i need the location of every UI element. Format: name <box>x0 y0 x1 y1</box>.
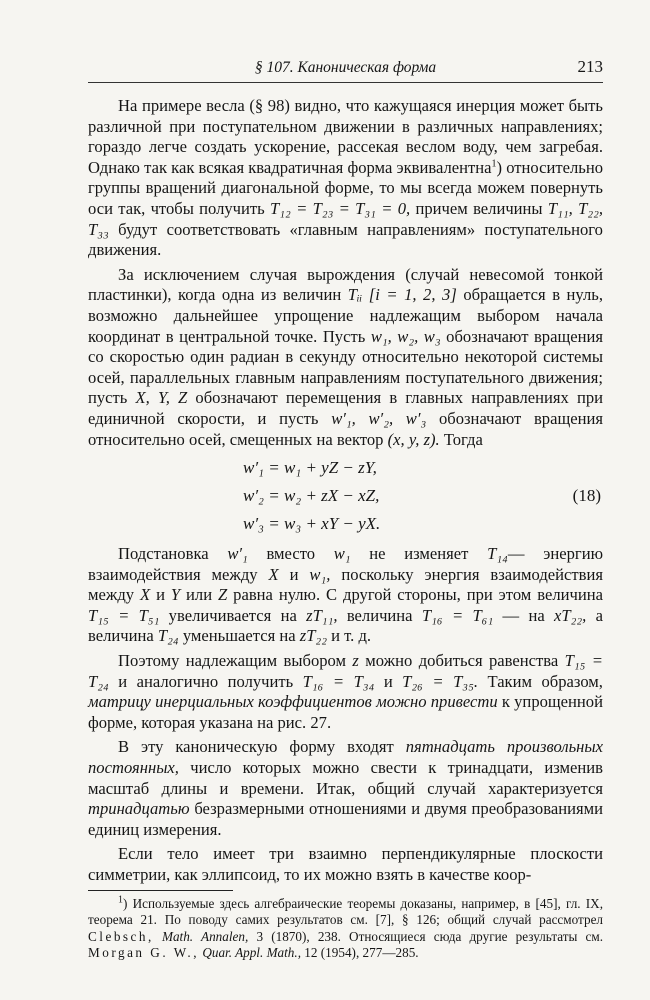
text: обозначают вращения относительно осей, смещенных на вектор <box>88 408 604 449</box>
text: На примере весла (§ 98) видно, что кажущаяся инерция может быть различной при поступательном движении в различных направлениях; гораздо легче создать ускорение, рассекая веслом воду, чем загребая. Однако так как всякая квадратичная форма эквивалентна <box>88 96 603 177</box>
math: xT₂₂, <box>554 605 587 625</box>
text: не изменяет <box>369 544 469 564</box>
text: величина <box>346 605 413 625</box>
text: равна нулю. С другой стороны, при этом величина <box>233 585 603 605</box>
math: Tᵢᵢ [i = 1, 2, 3] <box>347 285 457 305</box>
math: Z <box>218 585 228 605</box>
emphasis: матрицу инерциальных коэффициентов можно привести <box>88 692 498 712</box>
math: zT₁₁, <box>306 605 338 625</box>
footnote-ref: 1 <box>491 158 497 170</box>
math: (x, y, z). <box>387 429 440 449</box>
equation-line-2: w′₂ = w₂ + zX − xZ, <box>243 486 380 506</box>
text: уменьшается на <box>182 626 296 646</box>
journal-name: Quar. Appl. Math., <box>202 945 301 961</box>
emphasis: тринадцатью <box>88 799 190 819</box>
equation-block-18 <box>88 454 603 540</box>
paragraph-4 <box>88 651 603 733</box>
text: можно добиться равенства <box>365 651 559 671</box>
math: T₁₄ <box>487 544 508 564</box>
text: ) относительно группы вращений диагональной форме, то мы всегда можем повернуть оси так, чтобы получить <box>88 157 603 218</box>
math: X <box>268 564 279 584</box>
text: и аналогично получить <box>118 671 294 691</box>
page-number: 213 <box>577 57 603 76</box>
math: w₁ <box>333 544 351 564</box>
text: причем величины <box>415 198 543 218</box>
author-name: Clebsch, <box>88 928 154 944</box>
math: X, Y, Z <box>135 388 188 408</box>
paragraph-3 <box>88 544 603 647</box>
text: и <box>383 671 393 691</box>
math: T₂₄ <box>157 626 179 646</box>
text: ) Используемые здесь алгебраические теоремы доказаны, например, в [45], гл. IX, теорема 21. По поводу самих результатов см. [7], § 126; общий случай рассмотрел <box>88 895 603 928</box>
math: zT₂₂ <box>299 626 327 646</box>
author-name: Morgan G. W., <box>88 945 200 961</box>
math: T₂₆ = T₃₅. <box>402 671 478 691</box>
equation-number: (18) <box>572 486 601 506</box>
math: w₁, <box>309 564 331 584</box>
text: — на <box>502 605 545 625</box>
text: а величина <box>88 605 603 646</box>
text: Поэтому надлежащим выбором <box>118 651 347 671</box>
text: обозначают перемещения в главных направлениях при единичной скорости, и пусть <box>88 388 604 428</box>
text: — энергию взаимодействия между <box>88 544 603 584</box>
text: и т. д. <box>331 626 372 646</box>
text: и <box>156 585 165 605</box>
text: увеличивается на <box>168 605 297 625</box>
math: T₁₁, T₂₂, T₃₃ <box>88 198 604 239</box>
text: Таким образом, <box>487 671 603 691</box>
text: будут соответствовать «главным направлениям» поступательного движения. <box>88 219 603 260</box>
equation-line-3: w′₃ = w₃ + xY − yX. <box>243 514 381 534</box>
journal-name: Math. Annalen, <box>161 928 249 944</box>
math: w′₁ <box>227 544 248 564</box>
text: вместо <box>266 544 316 564</box>
text: обозначают вращения со скоростью один радиан в секунду относительно некоторой системы осей, параллельных главным направлениям поступательного движения; пусть <box>88 326 604 408</box>
text: к упрощенной форме, которая указана на рис. 27. <box>88 692 603 732</box>
math: w′₁, w′₂, w′₃ <box>331 408 427 428</box>
footnote <box>88 896 603 962</box>
math: T₁₅ = T₂₄ <box>88 651 603 691</box>
text: безразмерными отношениями и двумя преобразованиями единиц измерения. <box>88 799 603 839</box>
text: обращается в нуль, возможно дальнейшее упрощение надлежащим выбором начала координат в центральной точке. Пусть <box>88 285 603 346</box>
running-header <box>88 56 603 83</box>
text: В эту каноническую форму входят <box>118 737 394 757</box>
text: 12 (1954), 277—285. <box>304 945 419 961</box>
paragraph-2 <box>88 265 603 450</box>
paragraph-5 <box>88 737 603 840</box>
text: Подстановка <box>118 544 209 564</box>
text: Тогда <box>443 429 483 449</box>
text: поскольку энергия взаимодействия между <box>88 564 603 605</box>
section-title: § 107. Каноническая форма <box>254 59 437 76</box>
text: За исключением случая вырождения (случай невесомой тонкой пластинки), когда одна из величин <box>88 264 603 305</box>
math: T₁₂ = T₂₃ = T₃₁ = 0, <box>270 198 411 218</box>
footnote-marker: 1 <box>118 894 123 906</box>
footnote-divider <box>88 890 233 891</box>
math: z <box>352 651 359 671</box>
text: 3 (1870), 238. Относящиеся сюда другие результаты см. <box>256 928 604 944</box>
text: число которых можно свести к тринадцати, изменив масштаб длины и времени. Итак, общий случай характеризуется <box>88 758 603 798</box>
math: T₁₆ = T₆₁ <box>421 605 494 625</box>
emphasis: пятнадцать произвольных постоянных, <box>88 737 603 778</box>
equation-line-1: w′₁ = w₁ + yZ − zY, <box>243 458 377 478</box>
text: Если тело имеет три взаимно перпендикулярные плоскости симметрии, как эллипсоид, то их можно взять в качестве коор- <box>88 844 603 884</box>
text: или <box>186 585 213 605</box>
paragraph-6 <box>88 844 603 885</box>
math: w₁, w₂, w₃ <box>370 326 441 346</box>
math: Y <box>170 585 181 605</box>
text: и <box>289 564 299 584</box>
paragraph-1 <box>88 96 603 261</box>
math: T₁₅ = T₅₁ <box>88 605 160 625</box>
math: X <box>140 585 151 605</box>
main-text <box>88 96 603 966</box>
math: T₁₆ = T₃₄ <box>302 671 375 691</box>
